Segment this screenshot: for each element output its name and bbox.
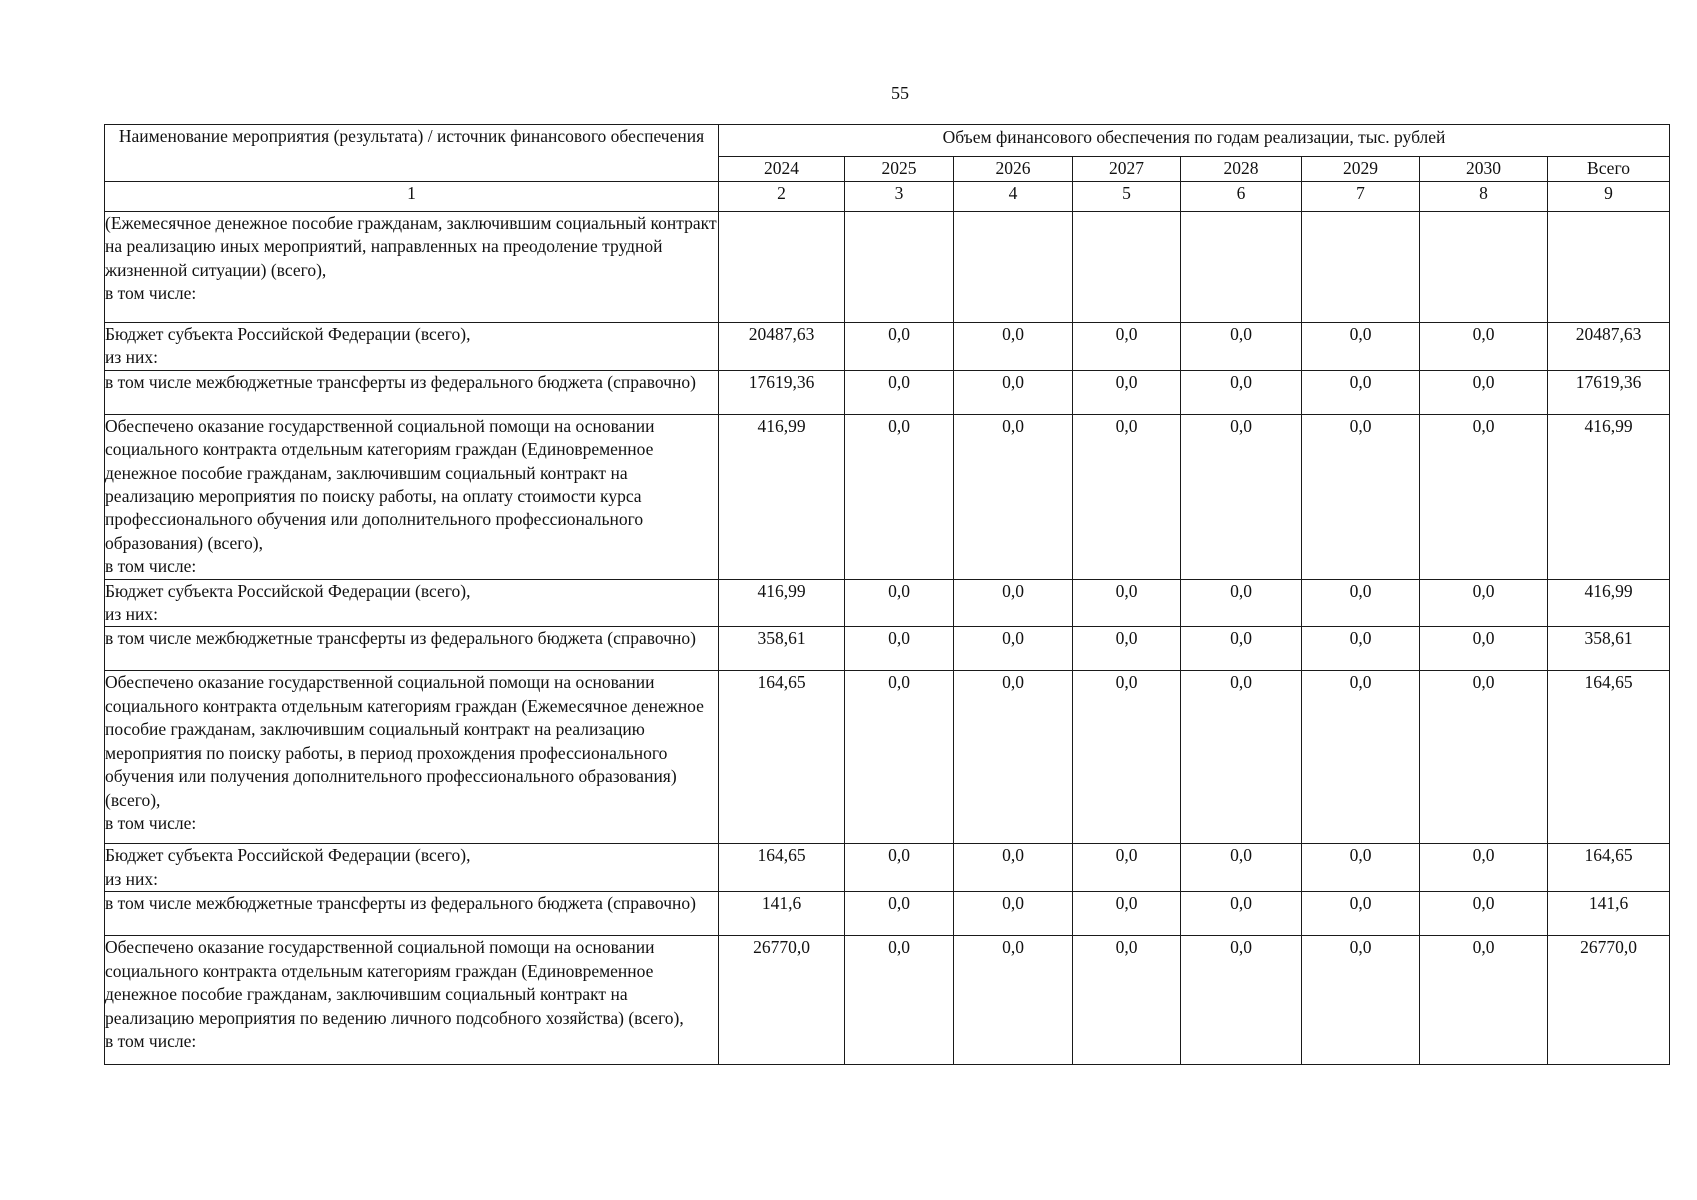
column-numbers-row <box>105 182 1670 212</box>
row-label: Обеспечено оказание государственной социальной помощи на основании социального контракта отдельным категориям граждан (Ежемесячное денежное пособие гражданам, заключившим социальный контракт на реализацию мероприятия по поиску работы, в период прохождения профессионального обучения или получения дополнительного профессионального образования) (всего), в том числе: <box>105 671 719 844</box>
year-value-cell: 0,0 <box>1302 414 1420 579</box>
year-value-cell: 0,0 <box>954 627 1073 671</box>
year-value-cell: 0,0 <box>1302 892 1420 936</box>
year-value-cell: 0,0 <box>1420 936 1548 1065</box>
year-value-cell: 0,0 <box>954 370 1073 414</box>
year-value-cell: 0,0 <box>1073 936 1181 1065</box>
year-value-cell: 0,0 <box>1420 414 1548 579</box>
year-value-cell <box>719 212 845 323</box>
year-header-2030: 2030 <box>1420 157 1548 182</box>
total-value-cell: 164,65 <box>1548 671 1670 844</box>
year-value-cell: 0,0 <box>1302 936 1420 1065</box>
year-value-cell: 0,0 <box>845 671 954 844</box>
row-label: в том числе межбюджетные трансферты из федерального бюджета (справочно) <box>105 627 719 671</box>
year-value-cell: 0,0 <box>1181 627 1302 671</box>
year-value-cell: 0,0 <box>1302 844 1420 892</box>
table-row <box>105 844 1670 892</box>
year-value-cell: 0,0 <box>1181 892 1302 936</box>
row-label: в том числе межбюджетные трансферты из федерального бюджета (справочно) <box>105 892 719 936</box>
total-value-cell: 17619,36 <box>1548 370 1670 414</box>
year-value-cell: 0,0 <box>1073 370 1181 414</box>
year-value-cell <box>1302 212 1420 323</box>
year-value-cell: 0,0 <box>1181 579 1302 627</box>
year-value-cell: 0,0 <box>1302 323 1420 371</box>
year-value-cell: 0,0 <box>954 671 1073 844</box>
year-value-cell: 164,65 <box>719 671 845 844</box>
year-value-cell <box>1420 212 1548 323</box>
table-body <box>105 212 1670 1065</box>
year-value-cell: 20487,63 <box>719 323 845 371</box>
row-label: в том числе межбюджетные трансферты из федерального бюджета (справочно) <box>105 370 719 414</box>
year-value-cell: 0,0 <box>954 414 1073 579</box>
year-header-2028: 2028 <box>1181 157 1302 182</box>
year-value-cell: 416,99 <box>719 414 845 579</box>
year-value-cell: 0,0 <box>1181 844 1302 892</box>
total-header: Всего <box>1548 157 1670 182</box>
year-header-2027: 2027 <box>1073 157 1181 182</box>
total-value-cell: 20487,63 <box>1548 323 1670 371</box>
year-value-cell: 0,0 <box>1073 844 1181 892</box>
row-label: Обеспечено оказание государственной социальной помощи на основании социального контракта отдельным категориям граждан (Единовременное денежное пособие гражданам, заключившим социальный контракт на реализацию мероприятия по ведению личного подсобного хозяйства) (всего), в том числе: <box>105 936 719 1065</box>
table-row <box>105 370 1670 414</box>
total-value-cell: 141,6 <box>1548 892 1670 936</box>
total-value-cell: 416,99 <box>1548 579 1670 627</box>
year-value-cell: 0,0 <box>845 370 954 414</box>
year-header-2025: 2025 <box>845 157 954 182</box>
row-label: Бюджет субъекта Российской Федерации (всего), из них: <box>105 844 719 892</box>
year-value-cell: 0,0 <box>954 892 1073 936</box>
year-value-cell: 0,0 <box>1420 671 1548 844</box>
table-row <box>105 627 1670 671</box>
year-value-cell: 0,0 <box>1181 936 1302 1065</box>
table-row <box>105 936 1670 1065</box>
row-label: Бюджет субъекта Российской Федерации (всего), из них: <box>105 323 719 371</box>
year-value-cell: 0,0 <box>1420 370 1548 414</box>
year-value-cell: 141,6 <box>719 892 845 936</box>
year-value-cell: 17619,36 <box>719 370 845 414</box>
year-value-cell: 0,0 <box>954 844 1073 892</box>
year-value-cell: 164,65 <box>719 844 845 892</box>
year-value-cell: 0,0 <box>1181 323 1302 371</box>
year-header-2024: 2024 <box>719 157 845 182</box>
year-value-cell: 0,0 <box>845 844 954 892</box>
year-value-cell <box>845 212 954 323</box>
year-value-cell <box>1181 212 1302 323</box>
row-label: (Ежемесячное денежное пособие гражданам, заключившим социальный контракт на реализацию иных мероприятий, направленных на преодоление трудной жизненной ситуации) (всего), в том числе: <box>105 212 719 323</box>
year-value-cell: 26770,0 <box>719 936 845 1065</box>
column-number: 5 <box>1073 182 1181 212</box>
year-value-cell <box>1073 212 1181 323</box>
total-value-cell <box>1548 212 1670 323</box>
year-value-cell: 0,0 <box>845 414 954 579</box>
year-value-cell: 0,0 <box>1420 579 1548 627</box>
year-value-cell: 358,61 <box>719 627 845 671</box>
year-value-cell: 0,0 <box>845 627 954 671</box>
column-number: 1 <box>105 182 719 212</box>
year-value-cell: 0,0 <box>1302 579 1420 627</box>
financing-group-header: Объем финансового обеспечения по годам реализации, тыс. рублей <box>719 125 1670 157</box>
table-row <box>105 579 1670 627</box>
year-value-cell: 0,0 <box>1420 627 1548 671</box>
year-value-cell: 0,0 <box>1420 323 1548 371</box>
year-header-2026: 2026 <box>954 157 1073 182</box>
table-row <box>105 892 1670 936</box>
column-number: 8 <box>1420 182 1548 212</box>
year-value-cell: 0,0 <box>1302 370 1420 414</box>
table-row <box>105 671 1670 844</box>
column-number: 4 <box>954 182 1073 212</box>
year-value-cell: 0,0 <box>954 936 1073 1065</box>
year-value-cell: 0,0 <box>1420 844 1548 892</box>
row-label: Бюджет субъекта Российской Федерации (всего), из них: <box>105 579 719 627</box>
year-value-cell: 0,0 <box>1073 892 1181 936</box>
column-number: 6 <box>1181 182 1302 212</box>
year-value-cell <box>954 212 1073 323</box>
year-value-cell: 0,0 <box>1181 671 1302 844</box>
financing-table <box>104 124 1670 1065</box>
year-value-cell: 0,0 <box>1073 627 1181 671</box>
column-number: 3 <box>845 182 954 212</box>
year-value-cell: 0,0 <box>845 323 954 371</box>
total-value-cell: 164,65 <box>1548 844 1670 892</box>
year-value-cell: 0,0 <box>1181 414 1302 579</box>
year-value-cell: 0,0 <box>1302 627 1420 671</box>
year-value-cell: 0,0 <box>1181 370 1302 414</box>
header-row-group <box>105 125 1670 157</box>
year-value-cell: 0,0 <box>1073 323 1181 371</box>
table-row <box>105 414 1670 579</box>
page-number: 55 <box>891 83 909 103</box>
table-row <box>105 323 1670 371</box>
year-value-cell: 0,0 <box>845 936 954 1065</box>
year-value-cell: 0,0 <box>1073 671 1181 844</box>
year-value-cell: 0,0 <box>1073 579 1181 627</box>
column-number: 7 <box>1302 182 1420 212</box>
column-number: 2 <box>719 182 845 212</box>
year-value-cell: 0,0 <box>845 892 954 936</box>
total-value-cell: 416,99 <box>1548 414 1670 579</box>
year-value-cell: 0,0 <box>954 579 1073 627</box>
column-number: 9 <box>1548 182 1670 212</box>
total-value-cell: 26770,0 <box>1548 936 1670 1065</box>
year-value-cell: 0,0 <box>1420 892 1548 936</box>
total-value-cell: 358,61 <box>1548 627 1670 671</box>
name-column-header: Наименование мероприятия (результата) / источник финансового обеспечения <box>105 125 719 182</box>
table-row <box>105 212 1670 323</box>
year-value-cell: 416,99 <box>719 579 845 627</box>
year-value-cell: 0,0 <box>1073 414 1181 579</box>
row-label: Обеспечено оказание государственной социальной помощи на основании социального контракта отдельным категориям граждан (Единовременное денежное пособие гражданам, заключившим социальный контракт на реализацию мероприятия по поиску работы, на оплату стоимости курса профессионального обучения или дополнительного профессионального образования) (всего), в том числе: <box>105 414 719 579</box>
year-value-cell: 0,0 <box>1302 671 1420 844</box>
year-value-cell: 0,0 <box>954 323 1073 371</box>
year-value-cell: 0,0 <box>845 579 954 627</box>
year-header-2029: 2029 <box>1302 157 1420 182</box>
